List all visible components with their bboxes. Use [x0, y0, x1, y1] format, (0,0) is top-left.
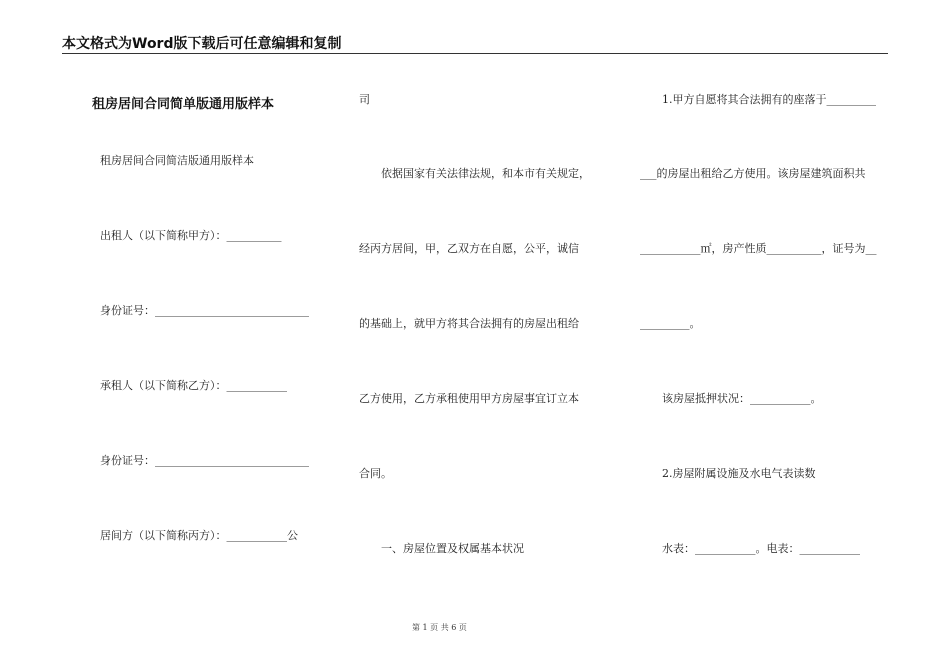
- doc-subtitle: 租房居间合同简洁版通用版样本: [100, 154, 254, 167]
- page-number: 第 1 页 共 6 页: [412, 623, 467, 632]
- broker-field: 居间方（以下简称丙方）：___________公: [100, 529, 298, 542]
- clause-line: 该房屋抵押状况：___________。: [662, 392, 822, 405]
- lessee-field: 承租人（以下简称乙方）：___________: [100, 379, 287, 392]
- page-header: 本文格式为Word版下载后可任意编辑和复制: [62, 36, 342, 52]
- header-divider: [62, 53, 888, 54]
- meter-readings-line: 水表：___________。电表：___________: [662, 542, 860, 555]
- lessor-id-field: 身份证号：____________________________: [100, 304, 309, 317]
- body-paragraph-line: 依据国家有关法律法规，和本市有关规定，: [381, 167, 590, 180]
- body-paragraph-line: 经丙方居间，甲，乙双方在自愿，公平，诚信: [359, 242, 579, 255]
- section-heading: 一、房屋位置及权属基本状况: [381, 542, 524, 555]
- clause-heading: 2.房屋附属设施及水电气表读数: [662, 467, 816, 480]
- clause-line: ___________㎡，房产性质__________，证号为__: [640, 242, 877, 255]
- body-paragraph-line: 合同。: [359, 467, 392, 480]
- lessee-id-field: 身份证号：____________________________: [100, 454, 309, 467]
- clause-line: _________。: [640, 317, 701, 330]
- lessor-field: 出租人（以下简称甲方）：__________: [100, 229, 282, 242]
- body-paragraph-line: 的基础上，就甲方将其合法拥有的房屋出租给: [359, 317, 579, 330]
- body-paragraph-line: 司: [359, 93, 370, 106]
- clause-line: 1.甲方自愿将其合法拥有的座落于_________: [662, 93, 876, 106]
- clause-line: ___的房屋出租给乙方使用。该房屋建筑面积共: [640, 167, 866, 180]
- document-title: 租房居间合同简单版通用版样本: [92, 97, 275, 112]
- body-paragraph-line: 乙方使用，乙方承租使用甲方房屋事宜订立本: [359, 392, 579, 405]
